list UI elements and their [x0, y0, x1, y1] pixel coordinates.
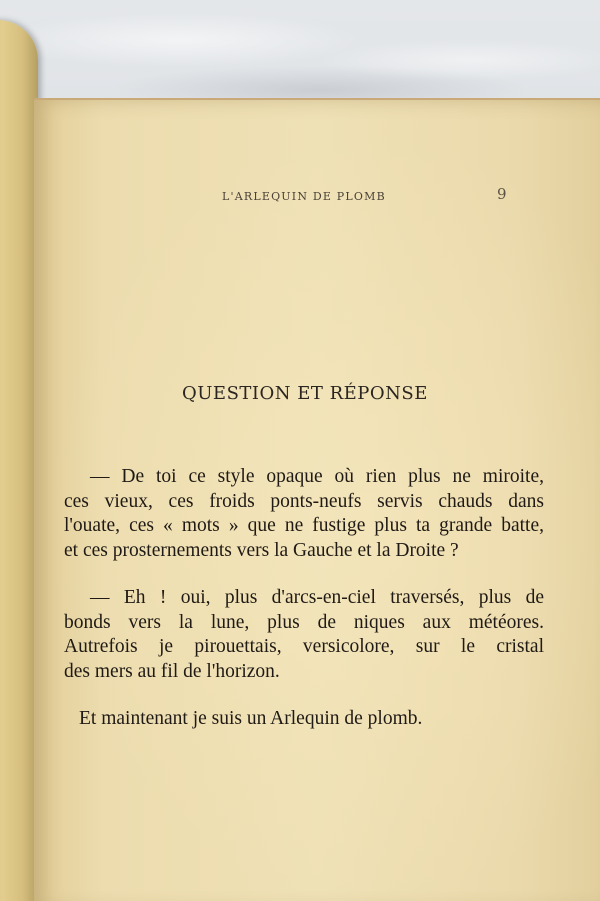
text-line: l'ouate, ces « mots » que ne fustige plus ta grande batte, [64, 515, 544, 536]
text-line: Autrefois je pirouettais, versicolore, sur le cristal [64, 636, 544, 657]
background-cloth [0, 0, 600, 110]
left-page-edge [0, 20, 38, 901]
running-head: L'ARLEQUIN DE PLOMB [222, 190, 386, 203]
text-line: et ces prosternements vers la Gauche et la Droite ? [64, 539, 459, 561]
book-page [34, 98, 600, 901]
final-line: Et maintenant je suis un Arlequin de plomb. [79, 708, 423, 729]
text-line: — De toi ce style opaque où rien plus ne miroite, [90, 466, 544, 487]
text-line: bonds vers la lune, plus de niques aux météores. [64, 611, 544, 633]
text-line: ces vieux, ces froids ponts-neufs servis chauds dans [64, 490, 544, 512]
text-line: des mers au fil de l'horizon. [64, 660, 280, 682]
text-line: — Eh ! oui, plus d'arcs-en-ciel traversés, plus de [90, 587, 544, 608]
paragraph-answer [64, 586, 544, 684]
paragraph-question [64, 465, 544, 563]
page-number: 9 [497, 185, 507, 203]
poem-title: QUESTION ET RÉPONSE [182, 383, 428, 404]
